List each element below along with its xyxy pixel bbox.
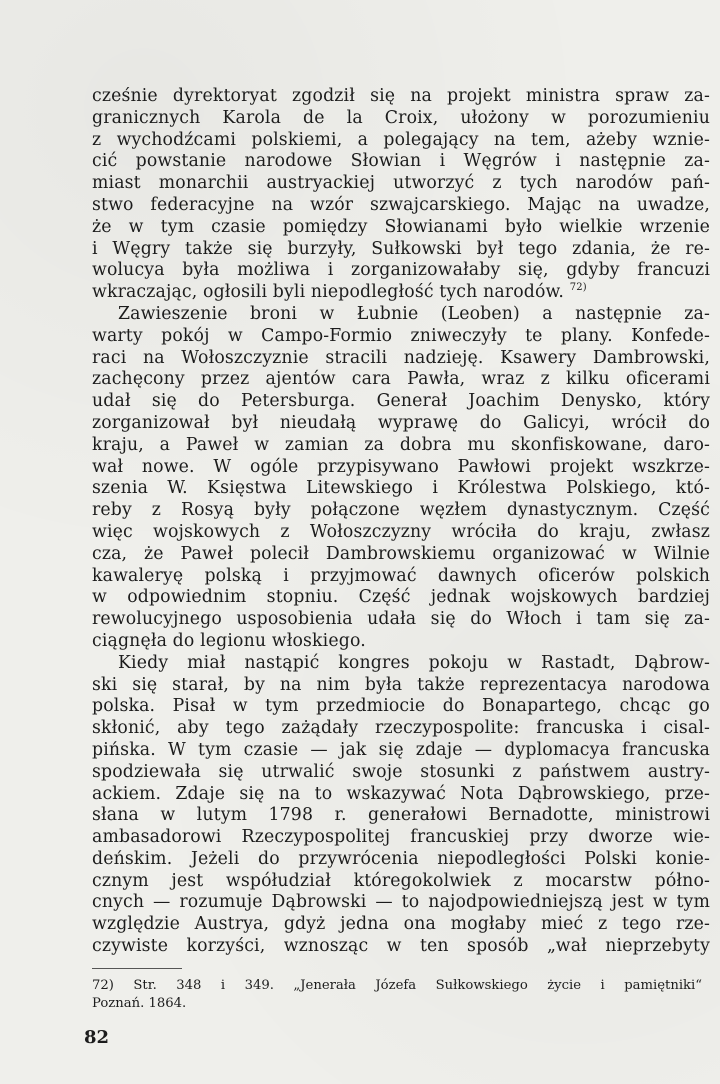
text-line-content: cza, że Paweł polecił Dambrowskiemu organizować w Wilnie [92,543,710,564]
text-line-content: że w tym czasie pomiędzy Słowianami było wielkie wrzenie [92,216,710,237]
text-line-content: cześnie dyrektoryat zgodził się na projekt ministra spraw za- [92,86,710,106]
text-line [92,762,710,784]
text-line [92,631,710,653]
footnote-line: Poznań. 1864. [92,995,187,1011]
text-line-content: kraju, a Paweł w zamian za dobra mu skonfiskowane, daro- [92,434,710,455]
text-line [92,892,710,914]
text-line-content: udał się do Petersburga. Generał Joachim Denysko, który [92,391,710,412]
text-line [92,239,710,261]
text-line [92,653,710,675]
text-line-content: słana w lutym 1798 r. generałowi Bernadotte, ministrowi [92,805,710,826]
text-line-content: wolucya była możliwa i zorganizowałaby się, gdyby francuzi [92,260,710,281]
text-line-content: w odpowiednim stopniu. Część jednak wojskowych bardziej [92,587,710,608]
text-line [92,544,710,566]
text-line [92,522,710,544]
text-line [92,326,710,348]
text-line-content: spodziewała się utrwalić swoje stosunki z państwem austry- [92,761,710,782]
text-line [92,718,710,740]
text-line [92,130,710,152]
text-line-content: wkraczając, ogłosili byli niepodległość tych narodów. [92,282,565,303]
text-line [92,936,710,958]
text-line-content: zorganizował był nieudałą wyprawę do Galicyi, wrócił do [92,412,710,433]
text-line [92,369,710,391]
text-line-content: miast monarchii austryackiej utworzyć z tych narodów pań- [92,173,710,194]
text-line-content: ackiem. Zdaje się na to wskazywać Nota Dąbrowskiego, prze- [92,783,710,804]
text-line-content: granicznych Karola de la Croix, ułożony w porozumieniu [92,107,710,128]
text-line-content: Kiedy miał nastąpić kongres pokoju w Rastadt, Dąbrow- [118,652,710,673]
text-line-content: cnych — rozumuje Dąbrowski — to najodpowiedniejszą jest w tym [92,892,710,913]
text-line [92,457,710,479]
text-line-content: stwo federacyjne na wzór szwajcarskiego. Mając na uwadze, [92,194,710,215]
text-line [92,478,710,500]
text-line [92,435,710,457]
text-line-content: względzie Austrya, gdyż jedna ona mogłaby mieć z tego rze- [92,914,710,935]
text-line [92,173,710,195]
footnote-divider [92,968,182,969]
text-line-content: cić powstanie narodowe Słowian i Węgrów i następnie za- [92,151,710,172]
text-line [92,609,710,631]
text-line [92,282,710,304]
text-line [92,195,710,217]
text-line [92,391,710,413]
text-line [92,500,710,522]
text-line [92,348,710,370]
text-line-content: deńskim. Jeżeli do przywrócenia niepodległości Polski konie- [92,848,710,869]
text-line [92,260,710,282]
text-line-content: polska. Pisał w tym przedmiocie do Bonapartego, chcąc go [92,696,710,717]
text-line [92,849,710,871]
text-line-content: zachęcony przez ajentów cara Pawła, wraz z kilku oficerami [92,369,710,390]
text-line-content: raci na Wołoszczyznie stracili nadzieję. Ksawery Dambrowski, [92,347,710,368]
text-line-content: więc wojskowych z Wołoszczyzny wróciła do kraju, zwłasz [92,521,710,542]
text-line-content: reby z Rosyą były połączone węzłem dynastycznym. Część [92,500,710,521]
text-line [92,108,710,130]
footnote [92,977,702,1012]
text-line-content: kawaleryę polską i przyjmować dawnych oficerów polskich [92,565,710,586]
text-line [92,871,710,893]
text-line [92,914,710,936]
text-line-content: Zawieszenie broni w Łubnie (Leoben) a następnie za- [118,303,710,324]
text-line [92,151,710,173]
text-line-content: i Węgry także się burzyły, Sułkowski był tego zdania, że re- [92,238,710,259]
text-line-content: skłonić, aby tego zażądały rzeczypospolite: francuska i cisal- [92,718,710,739]
text-line [92,413,710,435]
text-line [92,86,710,108]
text-line [92,675,710,697]
text-line [92,304,710,326]
text-line [92,696,710,718]
text-line-content: rewolucyjnego usposobienia udała się do Włoch i tam się za- [92,609,710,630]
text-line-content: czywiste korzyści, wznosząc w ten sposób „wał nieprzebyty [92,936,710,957]
body-text [92,86,710,958]
text-line [92,827,710,849]
text-line-content: cznym jest współudział któregokolwiek z mocarstw półno- [92,870,710,891]
text-line [92,784,710,806]
text-line-content: szenia W. Księstwa Litewskiego i Królestwa Polskiego, któ- [92,478,710,499]
footnote-line: 72) Str. 348 i 349. „Jenerała Józefa Sułkowskiego życie i pamiętniki“ [92,978,702,993]
text-line-content: ambasadorowi Rzeczypospolitej francuskiej przy dworze wie- [92,827,710,848]
text-line [92,566,710,588]
page-number: 82 [84,1027,110,1048]
text-line-content: ciągnęła do legionu włoskiego. [92,630,366,651]
footnote-reference: 72) [569,282,587,294]
text-line [92,217,710,239]
text-line-content: pińska. W tym czasie — jak się zdaje — dyplomacya francuska [92,739,710,760]
text-line-content: ski się starał, by na nim była także reprezentacya narodowa [92,674,710,695]
text-line-content: wał nowe. W ogóle przypisywano Pawłowi projekt wszkrze- [92,456,710,477]
text-line [92,740,710,762]
text-line-content: z wychodźcami polskiemi, a polegający na tem, ażeby wznie- [92,129,710,150]
text-line [92,587,710,609]
text-line-content: warty pokój w Campo-Formio zniweczyły te plany. Konfede- [92,325,710,346]
text-line [92,805,710,827]
